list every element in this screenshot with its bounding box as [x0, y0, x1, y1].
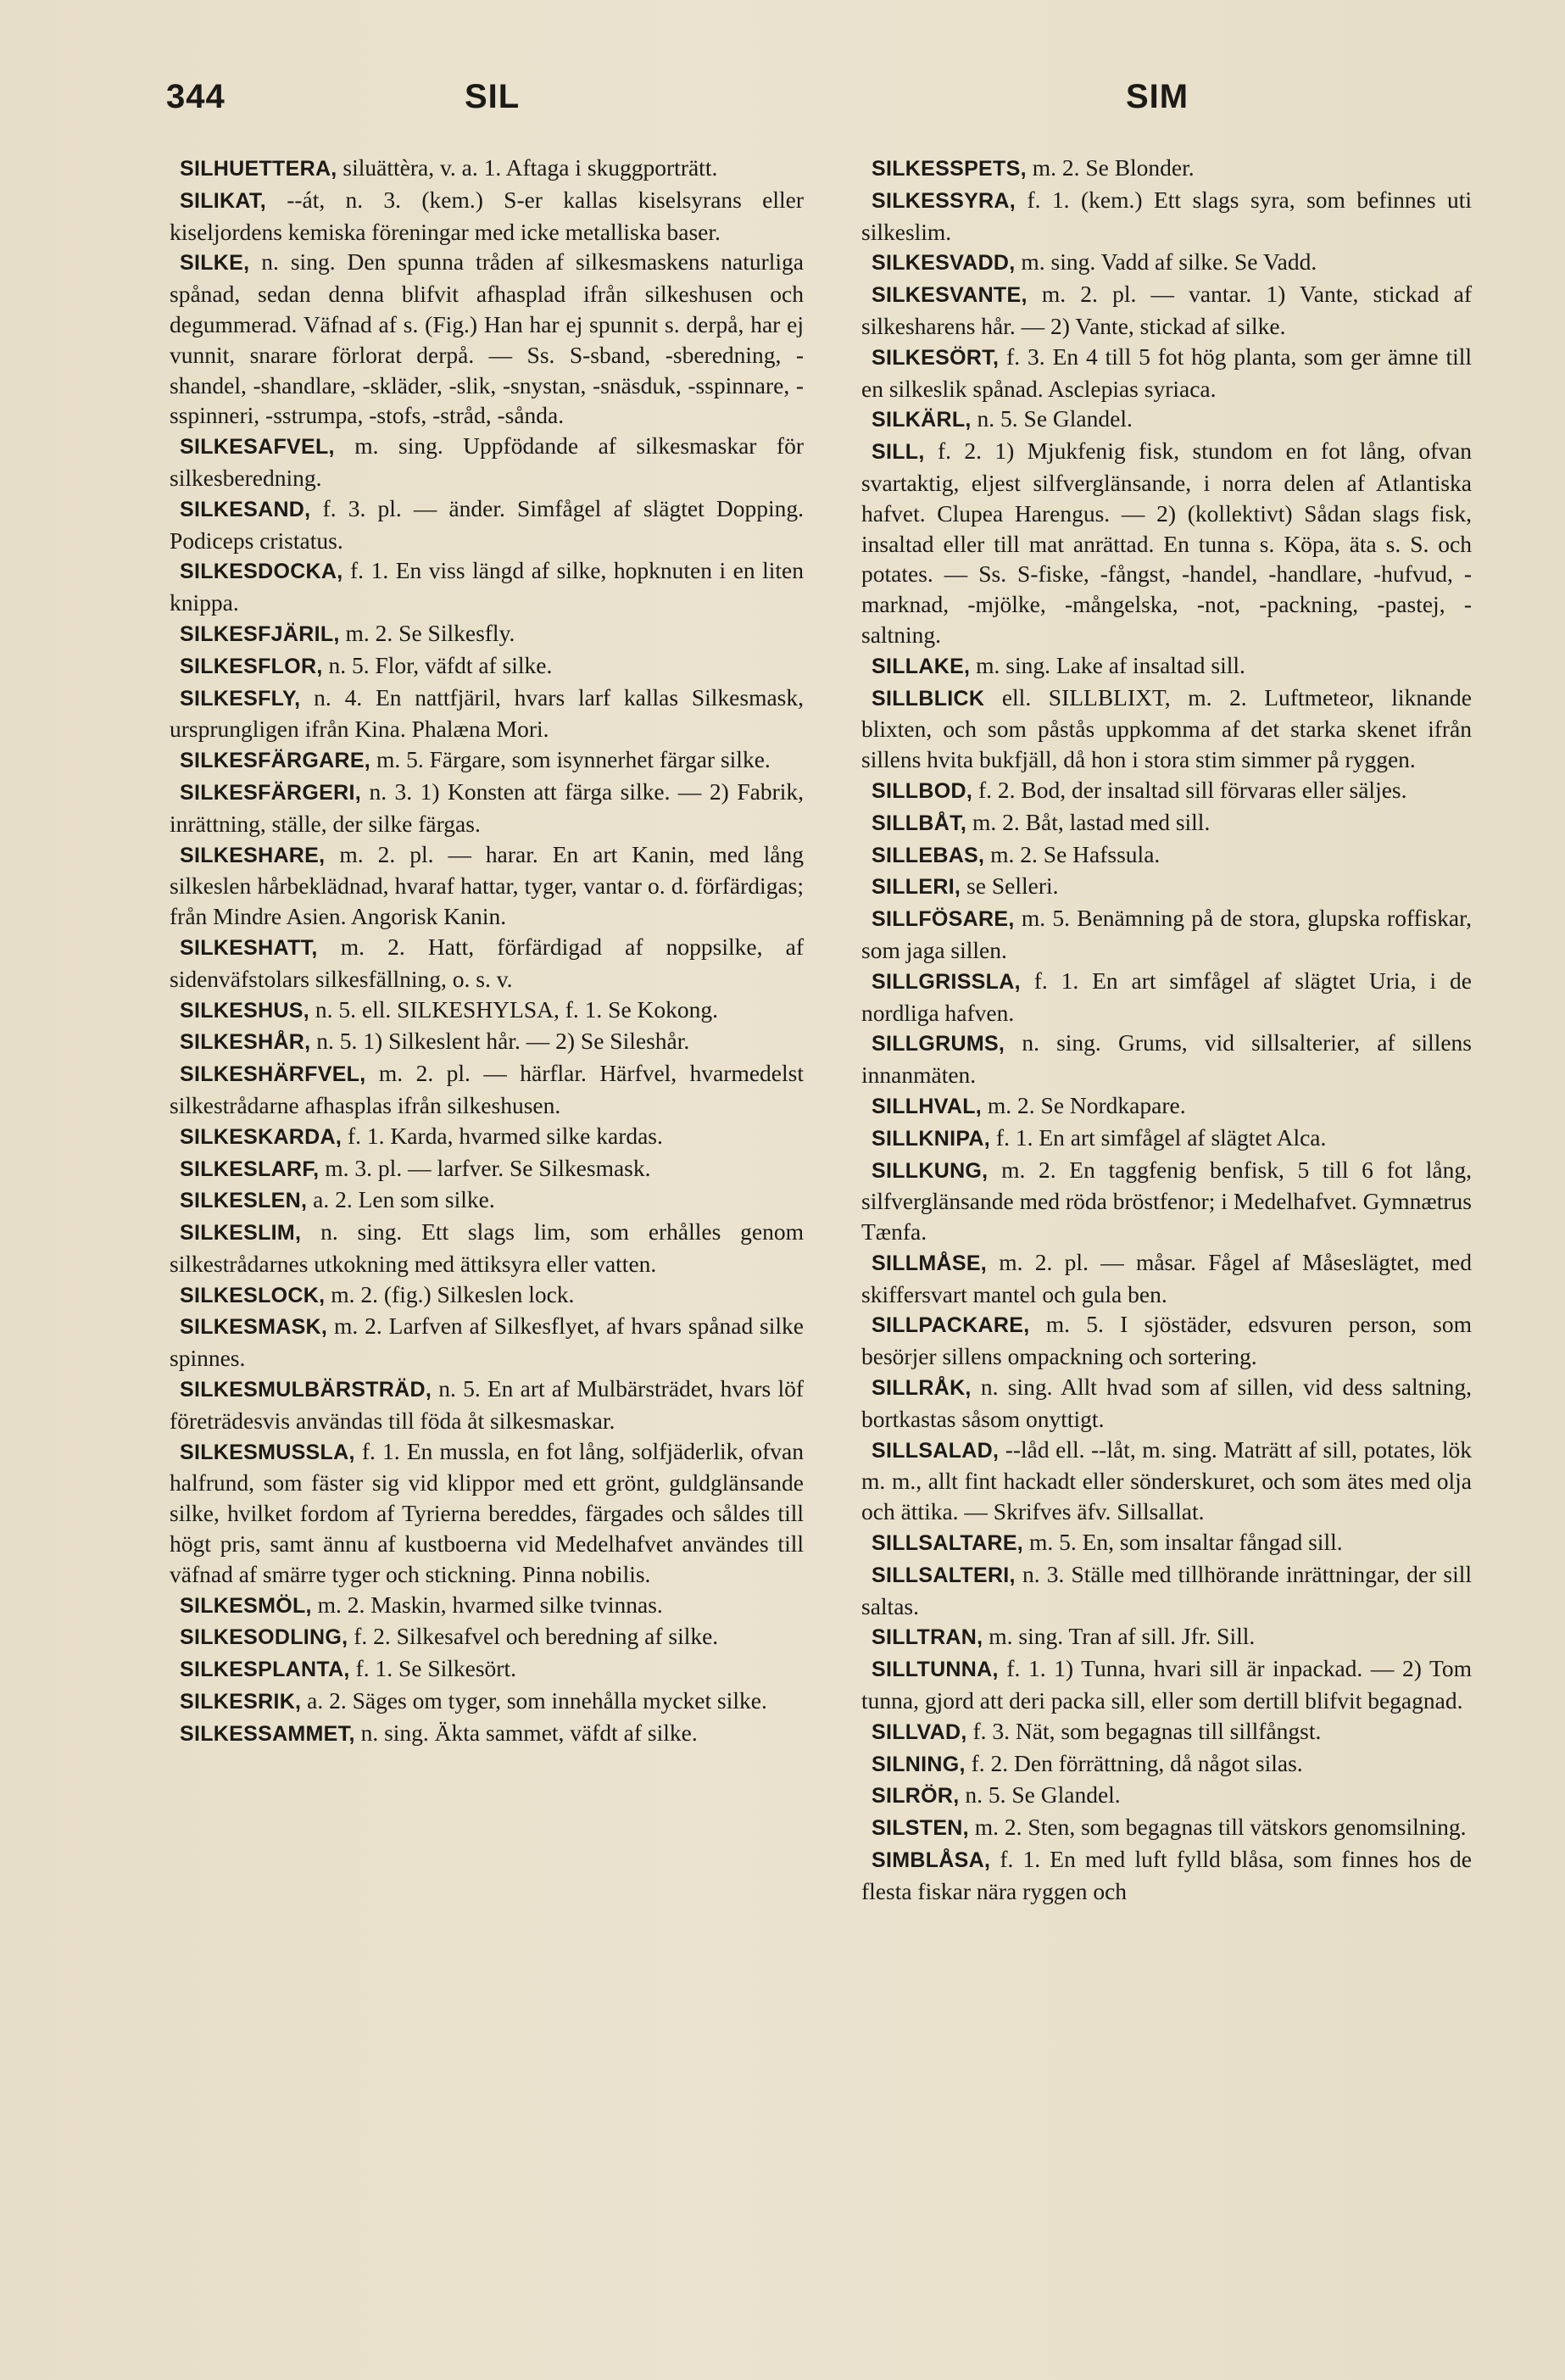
entry-definition: m. 5. Benämning på de stora, glupska roffiskar, som jaga sillen. — [861, 905, 1472, 963]
dictionary-entry — [170, 1653, 804, 1686]
entry-definition: m. 2. pl. — härflar. Härfvel, hvarmedelst silkestrådarne afhasplas ifrån silkeshusen. — [170, 1060, 804, 1118]
entry-headword: SILLEBAS, — [872, 843, 985, 867]
dictionary-entry — [170, 1058, 804, 1121]
entry-headword: SILKESVADD, — [872, 251, 1016, 276]
dictionary-entry — [170, 744, 804, 777]
entry-headword: SILKESMASK, — [180, 1315, 328, 1340]
entry-headword: SILKESLEN, — [180, 1189, 308, 1213]
dictionary-entry — [170, 1217, 804, 1279]
dictionary-entry — [861, 966, 1472, 1028]
entry-definition: f. 3. pl. — änder. Simfågel af slägtet Dopping. Podiceps cristatus. — [170, 494, 804, 554]
entry-definition: m. 2. pl. — måsar. Fågel af Måseslägtet, med skiffersvart mantel och gula ben. — [861, 1248, 1472, 1307]
entry-definition: f. 1. (kem.) Ett slags syra, som befinnes uti silkeslim. — [861, 186, 1472, 245]
entry-definition: f. 3. Nät, som begagnas till sillfångst. — [966, 1717, 1322, 1744]
entry-definition: f. 1. En viss längd af silke, hopknuten i en liten knippa. — [170, 557, 804, 616]
entry-definition: f. 1. En art simfågel af slägtet Uria, i de nordliga hafven. — [861, 967, 1472, 1026]
dictionary-entry — [861, 1372, 1472, 1435]
entry-headword: SILL, — [872, 440, 925, 465]
entry-headword: SILLTRAN, — [872, 1625, 983, 1650]
entry-headword: SILLGRUMS, — [872, 1032, 1005, 1056]
dictionary-entry — [861, 1748, 1472, 1781]
entry-headword: SILLTUNNA, — [872, 1658, 999, 1682]
entry-headword: SILLBOD, — [872, 778, 973, 803]
entry-headword: SILRÖR, — [872, 1784, 960, 1809]
dictionary-entry — [170, 1374, 804, 1436]
dictionary-entry — [861, 903, 1472, 966]
entry-headword: SILKESDOCKA, — [180, 560, 343, 584]
entry-definition: m. 2. Maskin, hvarmed silke tvinnas. — [311, 1591, 663, 1618]
entry-headword: SILLKNIPA, — [872, 1126, 991, 1151]
entry-headword: SILKESFÄRGERI, — [180, 780, 361, 805]
entry-definition: n. sing. Ett slags lim, som erhålles genom silkestrådarnes utkokning med ättiksyra eller vatten. — [170, 1218, 804, 1277]
entry-definition: m. 2. Se Hafssula. — [984, 840, 1161, 867]
entry-headword: SILKESVANTE, — [872, 283, 1028, 308]
dictionary-entry — [170, 1153, 804, 1185]
dictionary-entry — [170, 555, 804, 618]
dictionary-entry — [170, 1279, 804, 1312]
entry-headword: SILLMÅSE, — [872, 1251, 988, 1275]
entry-definition: n. sing. Äkta sammet, väfdt af silke. — [354, 1719, 698, 1746]
entry-definition: m. 2. (fig.) Silkeslen lock. — [325, 1280, 575, 1307]
dictionary-entry — [861, 153, 1472, 185]
dictionary-entry — [861, 1247, 1472, 1310]
dictionary-entry — [861, 1123, 1472, 1155]
dictionary-entry — [170, 1686, 804, 1718]
entry-definition: m. 5. En, som insaltar fångad sill. — [1023, 1529, 1343, 1556]
dictionary-entry — [861, 807, 1472, 839]
entry-definition: m. 3. pl. — larfver. Se Silkesmask. — [319, 1154, 651, 1181]
dictionary-entry — [170, 932, 804, 995]
dictionary-entry — [861, 1090, 1472, 1123]
dictionary-entry — [861, 1028, 1472, 1090]
entry-headword: SILKESÖRT, — [872, 345, 1000, 370]
dictionary-entry — [861, 1844, 1472, 1907]
dictionary-entry — [861, 279, 1472, 342]
entry-headword: SILHUETTERA, — [180, 157, 337, 181]
entry-headword: SILKE, — [180, 251, 250, 276]
entry-definition: n. 5. Se Glandel. — [971, 405, 1133, 432]
dictionary-entry — [861, 342, 1472, 404]
dictionary-entry — [170, 995, 804, 1027]
entry-headword: SILKESHÅR, — [180, 1030, 311, 1055]
entry-definition: siluättèra, v. a. 1. Aftaga i skuggporträtt. — [337, 154, 718, 181]
dictionary-entry — [861, 1653, 1472, 1716]
dictionary-entry — [861, 650, 1472, 683]
dictionary-entry — [170, 153, 804, 185]
entry-definition: n. 5. En art af Mulbärsträdet, hvars löf företrädesvis användas till föda åt silkesmaskar. — [170, 1375, 804, 1434]
entry-definition: n. 5. 1) Silkeslent hår. — 2) Se Sileshår. — [310, 1028, 690, 1055]
entry-headword: SILKESODLING, — [180, 1625, 348, 1650]
dictionary-entry — [170, 431, 804, 493]
entry-definition: n. 4. En nattfjäril, hvars larf kallas Silkesmask, ursprungligen ifrån Kina. Phalæna Mori. — [170, 683, 804, 743]
entry-definition: m. 5. Färgare, som isynnerhet färgar silke. — [370, 746, 771, 773]
entry-definition: --át, n. 3. (kem.) S-er kallas kiselsyrans eller kiseljordens kemiska föreningar med icke metalliska baser. — [170, 186, 804, 245]
dictionary-entry — [170, 493, 804, 556]
entry-definition: f. 3. En 4 till 5 fot hög planta, som ger ämne till en silkeslik spånad. Asclepias syriaca. — [861, 343, 1472, 402]
entry-headword: SILKÄRL, — [872, 408, 972, 432]
entry-definition: m. 2. Se Silkesfly. — [339, 619, 515, 646]
entry-definition: f. 2. 1) Mjukfenig fisk, stundom en fot lång, ofvan svartaktig, eljest silfverglänsande, i norra delen af Atlantiska hafvet. Clupea Harengus. — 2) (kollektivt) Sådan slags fisk, insaltad eller till mat anrättad. En tunna s. Köpa, äta s. S. och potates. — Ss. S-fiske, -fångst, -handel, -handlare, -hufvud, -marknad, -mjölke, -mångelska, -not, -packning, -pastej, -saltning. — [861, 438, 1472, 648]
entry-headword: SILLHVAL, — [872, 1094, 983, 1118]
entry-headword: SILKESMUSSLA, — [180, 1440, 355, 1464]
entry-headword: SILLPACKARE, — [872, 1313, 1030, 1338]
entry-definition: --låd ell. --låt, m. sing. Maträtt af sill, potates, lök m. m., allt fint hackadt eller sönderskuret, och som ätes med olja och ättika. — Skrifves äfv. Sillsallat. — [861, 1435, 1472, 1525]
entry-headword: SILLKUNG, — [872, 1158, 989, 1183]
dictionary-entry — [170, 839, 804, 932]
entry-headword: SILKESPLANTA, — [180, 1658, 350, 1682]
dictionary-entry — [170, 1121, 804, 1153]
dictionary-entry — [861, 404, 1472, 436]
entry-headword: SILSTEN, — [872, 1816, 969, 1841]
entry-definition: m. 2. Se Nordkapare. — [982, 1091, 1186, 1118]
entry-definition: m. 2. pl. — harar. En art Kanin, med lång silkeslen hårbeklädnad, hvaraf hattar, tyger, vantar o. d. förfärdigas; från Mindre Asien. Angorisk Kanin. — [170, 840, 804, 930]
entry-headword: SILKESFÄRGARE, — [180, 749, 371, 773]
dictionary-entry — [861, 839, 1472, 872]
entry-headword: SILKESKARDA, — [180, 1124, 343, 1149]
dictionary-entry — [861, 247, 1472, 279]
entry-definition: m. 2. Larfven af Silkesflyet, af hvars spånad silke spinnes. — [170, 1313, 804, 1372]
entry-headword: SILLVAD, — [872, 1720, 967, 1744]
entry-headword: SILKESFLOR, — [180, 654, 323, 678]
entry-definition: m. 2. Båt, lastad med sill. — [966, 808, 1211, 835]
entry-headword: SILKESLARF, — [180, 1157, 320, 1181]
entry-headword: SILKESSAMMET, — [180, 1721, 355, 1746]
dictionary-entry — [861, 1621, 1472, 1653]
dictionary-entry — [861, 185, 1472, 248]
left-column — [170, 153, 804, 1750]
entry-definition: n. 5. Flor, väfdt af silke. — [322, 651, 553, 678]
entry-definition: f. 2. Bod, der insaltad sill förvaras eller säljes. — [972, 776, 1407, 803]
entry-headword: SILKESHUS, — [180, 998, 310, 1023]
dictionary-entry — [170, 1718, 804, 1750]
entry-definition: m. 2. Se Blonder. — [1026, 154, 1195, 181]
dictionary-entry — [170, 1590, 804, 1622]
entry-definition: f. 1. En med luft fylld blåsa, som finnes hos de flesta fiskar nära ryggen och — [861, 1846, 1472, 1904]
entry-headword: SILKESMULBÄRSTRÄD, — [180, 1378, 432, 1402]
dictionary-entry — [861, 1155, 1472, 1247]
entry-headword: SILLAKE, — [872, 654, 971, 678]
dictionary-entry — [170, 618, 804, 650]
dictionary-entry — [861, 1780, 1472, 1812]
dictionary-entry — [861, 1527, 1472, 1559]
entry-headword: SILLFÖSARE, — [872, 907, 1015, 932]
dictionary-entry — [861, 1559, 1472, 1622]
dictionary-entry — [861, 775, 1472, 807]
entry-definition: n. sing. Grums, vid sillsalterier, af sillens innanmäten. — [861, 1029, 1472, 1089]
entry-definition: n. 5. Se Glandel. — [959, 1781, 1121, 1809]
entry-headword: SILKESSPETS, — [872, 157, 1027, 181]
dictionary-entry — [170, 1026, 804, 1058]
entry-definition: se Selleri. — [961, 872, 1059, 900]
dictionary-entry — [861, 1435, 1472, 1527]
entry-definition: m. 2. En taggfenig benfisk, 5 till 6 fot lång, silfverglänsande med röda bröstfenor; i Medelhafvet. Gymnætrus Tænfa. — [861, 1156, 1472, 1246]
entry-headword: SIMBLÅSA, — [872, 1848, 991, 1873]
entry-definition: m. sing. Uppfödande af silkesmaskar för silkesberedning. — [170, 432, 804, 491]
entry-headword: SILLGRISSLA, — [872, 969, 1021, 994]
entry-headword: SILKESRIK, — [180, 1690, 302, 1714]
entry-definition: a. 2. Säges om tyger, som innehålla mycket silke. — [301, 1687, 767, 1714]
entry-headword: SILLSALAD, — [872, 1438, 1000, 1463]
entry-definition: n. sing. Den spunna tråden af silkesmaskens naturliga spånad, sedan denna blifvit afhasplad ifrån silkeshusen och degummerad. Väfnad af s. (Fig.) Han har ej spunnit s. derpå, har ej vunnit, snarare förlorat derpå. — Ss. S-sband, -sberedning, -shandel, -shandlare, -skläder, -slik, -snystan, -snäsduk, -sspinnare, -sspinneri, -sstrumpa, -stofs, -stråd, -sånda. — [170, 248, 804, 429]
entry-definition: n. 5. ell. SILKESHYLSA, f. 1. Se Kokong. — [309, 995, 719, 1023]
entry-headword: SILLBLICK — [872, 686, 985, 711]
dictionary-entry — [170, 650, 804, 683]
entry-definition: m. sing. Tran af sill. Jfr. Sill. — [983, 1623, 1256, 1650]
entry-headword: SILKESAFVEL, — [180, 435, 335, 460]
running-head-left: SIL — [465, 78, 521, 115]
dictionary-entry — [170, 247, 804, 431]
entry-definition: f. 1. Karda, hvarmed silke kardas. — [342, 1122, 663, 1149]
dictionary-entry — [170, 1621, 804, 1653]
dictionary-entry — [170, 777, 804, 839]
dictionary-entry — [861, 683, 1472, 775]
entry-headword: SILLBÅT, — [872, 811, 967, 835]
dictionary-entry — [861, 1309, 1472, 1372]
right-column — [861, 153, 1472, 1907]
entry-definition: f. 1. 1) Tunna, hvari sill är inpackad. — 2) Tom tunna, gjord att deri packa sill, eller som dertill blifvit begagnad. — [861, 1655, 1472, 1714]
dictionary-entry — [861, 1716, 1472, 1748]
entry-headword: SILKESLIM, — [180, 1221, 302, 1246]
entry-definition: f. 1. En mussla, en fot lång, solfjäderlik, ofvan halfrund, som fäster sig vid klippor med ett grönt, guldglänsande silke, hvilket fordom af Tyrierna bereddes, färgades och såldes till högt pris, samt ännu af kustboerna vid Medelhafvet användes till väfnad af smärre tyger och stickning. Pinna nobilis. — [170, 1437, 804, 1587]
entry-headword: SILKESFLY, — [180, 686, 301, 711]
running-head-right: SIM — [1126, 78, 1189, 115]
dictionary-entry — [170, 1184, 804, 1217]
entry-definition: f. 1. En art simfågel af slägtet Alca. — [990, 1123, 1327, 1151]
dictionary-entry — [170, 185, 804, 248]
entry-headword: SILKESLOCK, — [180, 1283, 326, 1307]
entry-headword: SILKESMÖL, — [180, 1593, 312, 1618]
entry-headword: SILLERI, — [872, 875, 961, 900]
entry-headword: SILNING, — [872, 1752, 966, 1776]
entry-definition: m. 5. I sjöstäder, edsvuren person, som besörjer sillens ompackning och sortering. — [861, 1311, 1472, 1370]
dictionary-entry — [170, 1311, 804, 1374]
entry-definition: m. 2. Sten, som begagnas till vätskors genomsilning. — [968, 1814, 1467, 1841]
entry-headword: SILLRÅK, — [872, 1376, 972, 1401]
entry-headword: SILKESHATT, — [180, 935, 318, 960]
dictionary-entry — [861, 871, 1472, 903]
entry-headword: SILKESHARE, — [180, 843, 326, 867]
dictionary-entry — [170, 683, 804, 745]
entry-headword: SILIKAT, — [180, 188, 266, 213]
entry-definition: a. 2. Len som silke. — [307, 1186, 495, 1213]
entry-headword: SILLSALTERI, — [872, 1563, 1016, 1587]
entry-definition: f. 2. Den förrättning, då något silas. — [965, 1749, 1303, 1776]
entry-definition: ell. SILLBLIXT, m. 2. Luftmeteor, liknande blixten, och som påstås uppkomma af det starka skenet ifrån sillens hvita bukfjäll, då hon i stora stim simmer på ryggen. — [861, 683, 1472, 773]
entry-definition: m. 2. pl. — vantar. 1) Vante, stickad af silkesharens hår. — 2) Vante, stickad af silke. — [861, 281, 1472, 339]
entry-definition: m. sing. Vadd af silke. Se Vadd. — [1015, 248, 1317, 276]
dictionary-entry — [861, 436, 1472, 650]
entry-definition: f. 2. Silkesafvel och beredning af silke. — [348, 1623, 719, 1650]
entry-headword: SILKESAND, — [180, 497, 311, 521]
entry-headword: SILKESHÄRFVEL, — [180, 1062, 366, 1087]
dictionary-entry — [170, 1436, 804, 1590]
entry-headword: SILKESFJÄRIL, — [180, 621, 340, 646]
entry-definition: f. 1. Se Silkesört. — [349, 1655, 516, 1682]
page-number: 344 — [166, 78, 226, 115]
entry-definition: n. 3. 1) Konsten att färga silke. — 2) Fabrik, inrättning, ställe, der silke färgas. — [170, 778, 804, 837]
entry-definition: m. 2. Hatt, förfärdigad af noppsilke, af sidenväfstolars silkesfällning, o. s. v. — [170, 933, 804, 992]
entry-headword: SILLSALTARE, — [872, 1531, 1024, 1556]
entry-definition: n. sing. Allt hvad som af sillen, vid dess saltning, bortkastas såsom onyttigt. — [861, 1374, 1472, 1432]
entry-definition: n. 3. Ställe med tillhörande inrättningar, der sill saltas. — [861, 1560, 1472, 1619]
entry-definition: m. sing. Lake af insaltad sill. — [970, 651, 1245, 678]
entry-headword: SILKESSYRA, — [872, 188, 1016, 213]
dictionary-entry — [861, 1812, 1472, 1844]
